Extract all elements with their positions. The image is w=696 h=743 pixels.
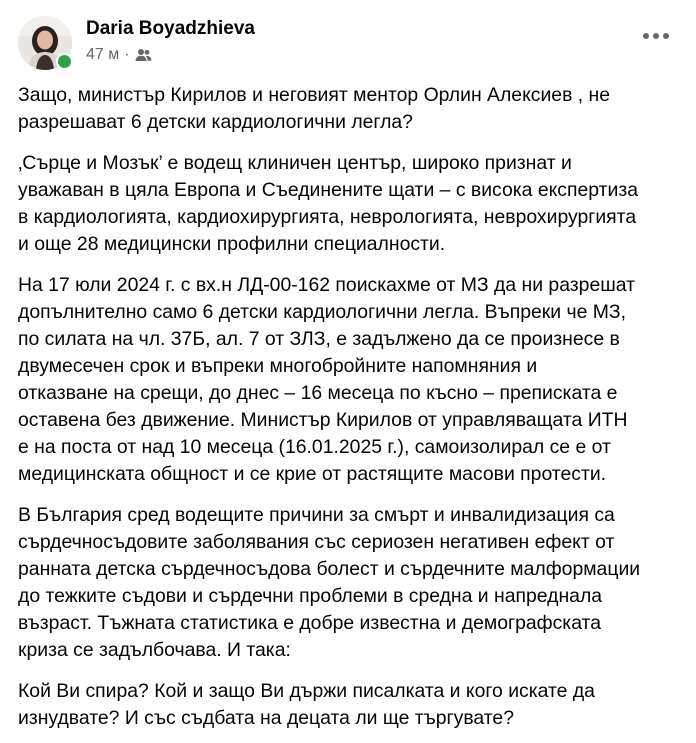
- post-text: [18, 82, 682, 743]
- friends-icon[interactable]: [135, 48, 152, 62]
- post-paragraph: Защо, министър Кирилов и неговият ментор Орлин Алексиев , не разрешават 6 детски кардиологични легла?: [18, 84, 611, 133]
- post-header: [18, 16, 678, 72]
- post-time[interactable]: 47 м: [86, 46, 120, 63]
- more-options-icon-dot: [653, 33, 659, 39]
- more-options-icon-dot: [663, 33, 669, 39]
- more-options-button[interactable]: [636, 16, 676, 56]
- post-paragraph: ‚Сърце и Мозък’ е водещ клиничен център, широко признат и уважаван в цяла Европа и Съединените щати – с висока експертиза в кардиологията, кардиохирургията, неврологията, неврохирургията и още 28 медицински профилни специалности.: [18, 152, 639, 255]
- post-paragraph: На 17 юли 2024 г. с вх.н ЛД-00-162 поискахме от МЗ да ни разрешат допълнително само 6 детски кардиологични легла. Въпреки че МЗ, по силата на чл. 37Б, ал. 7 от ЗЛЗ, е задължено да се произнесе в двумесечен срок и въпреки многобройните напомняния и отказване на срещи, до днес – 16 месеца по късно – преписката е оставена без движение. Министър Кирилов от управляващата ИТН е на поста от над 10 месеца (16.01.2025 г.), самоизолирал се е от медицинската общност и се крие от растящите масови протести.: [18, 274, 636, 485]
- author-name[interactable]: Daria Boyadzhieva: [86, 18, 255, 39]
- more-options-icon-dot: [643, 33, 649, 39]
- meta-separator: ·: [124, 46, 130, 63]
- post-meta: [86, 46, 152, 64]
- avatar[interactable]: [18, 16, 72, 70]
- post-paragraph: Кой Ви спира? Кой и защо Ви държи писалката и кого искате да изнудвате? И със съдбата на децата ли ще търгувате?: [18, 680, 595, 729]
- post-paragraph: В България сред водещите причини за смърт и инвалидизация са сърдечносъдовите заболявания със сериозен негативен ефект от ранната детска сърдечносъдова болест и сърдечните малформации до тежките съдови и сърдечни проблеми в средна и напреднала възраст. Тъжната статистика е добре известна и демографската криза се задълбочава. И така:: [18, 504, 641, 661]
- online-status-dot: [56, 53, 73, 70]
